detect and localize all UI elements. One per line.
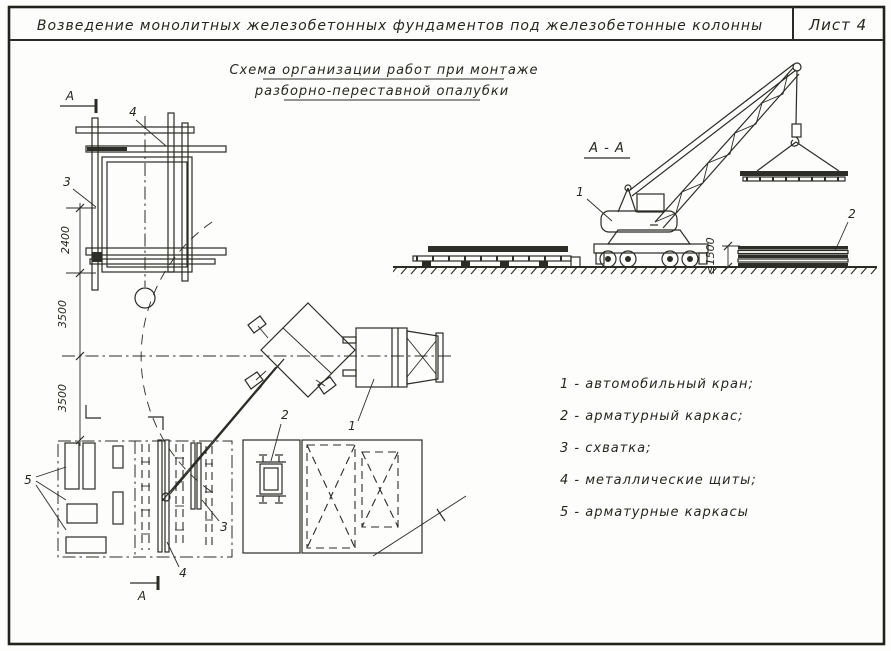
truck-body bbox=[356, 328, 407, 387]
wheel-hub bbox=[687, 256, 693, 262]
platform-detail bbox=[283, 328, 332, 374]
stack-layer bbox=[738, 246, 848, 250]
lifted-panel-top bbox=[740, 171, 848, 176]
cage-inner bbox=[264, 468, 278, 490]
stack-layer bbox=[738, 259, 848, 262]
cage-stack-right bbox=[704, 207, 856, 275]
boom-chord-b bbox=[162, 367, 276, 501]
panel-stack-left bbox=[413, 246, 571, 264]
crane-cab bbox=[637, 194, 664, 212]
stack-layer bbox=[738, 255, 848, 259]
cab-diagonal-2 bbox=[407, 341, 436, 377]
section-mark-top-label: А bbox=[65, 89, 75, 103]
dim-3500-upper: 3500 bbox=[56, 300, 69, 328]
rebar-cage bbox=[113, 446, 123, 468]
callout-shields: 4 bbox=[129, 105, 137, 119]
sheet-number: Лист 4 bbox=[808, 16, 868, 34]
rebar-cage bbox=[65, 443, 79, 489]
lifted-panel-bottom bbox=[743, 177, 845, 181]
dim-2400: 2400 bbox=[59, 226, 72, 254]
axle-stub-2 bbox=[343, 370, 356, 376]
callout-storage-cages: 5 bbox=[24, 473, 32, 487]
callout-crane-section-leader bbox=[587, 199, 612, 221]
stack-layer bbox=[738, 263, 848, 267]
boom-tip-sheave bbox=[793, 63, 801, 71]
mast-leg-2 bbox=[628, 188, 636, 212]
legend-item-2: 2 - арматурный каркас; bbox=[560, 409, 744, 424]
formwork-opening-inner bbox=[107, 162, 187, 267]
rebar-cage bbox=[113, 492, 123, 524]
rebar-cage-symbol bbox=[256, 455, 286, 503]
stack-bottom-slab bbox=[413, 256, 571, 261]
strip-solid bbox=[158, 440, 162, 552]
subtitle-line-1: Схема организации работ при монтаже bbox=[229, 63, 539, 78]
shield-bar-2-dark bbox=[87, 147, 127, 151]
dim-3500-lower: 3500 bbox=[56, 384, 69, 412]
section-view-title: А - А bbox=[589, 141, 625, 156]
truck-front bbox=[436, 333, 443, 382]
callout-panels-shields-leader bbox=[167, 542, 179, 567]
formwork-plan bbox=[56, 89, 452, 492]
callout-storage-leader-2 bbox=[36, 481, 66, 500]
legend-item-3: 3 - схватка; bbox=[560, 441, 652, 456]
legend-item-1: 1 - автомобильный кран; bbox=[560, 377, 754, 392]
sling-right bbox=[796, 142, 839, 171]
callout-storage-leader-3 bbox=[36, 485, 66, 530]
callout-storage-leader-1 bbox=[36, 467, 66, 477]
subtitle-line-2: разборно-переставной опалубки bbox=[254, 84, 510, 99]
legend-item-5: 5 - арматурные каркасы bbox=[560, 505, 749, 520]
shield-bar-top bbox=[76, 127, 194, 133]
strip-solid bbox=[197, 443, 201, 509]
panel-strips bbox=[141, 440, 213, 552]
callout-panels-shields: 4 bbox=[179, 566, 187, 580]
callout-cage-plan: 2 bbox=[281, 408, 289, 422]
outrigger-pad-1 bbox=[248, 316, 266, 333]
ground-hatch bbox=[393, 268, 877, 277]
dim-stack-height: ≤1500 bbox=[704, 237, 717, 275]
shield-bar-bottom-2 bbox=[90, 259, 215, 264]
drawing-title: Возведение монолитных железобетонных фундаментов под железобетонные колонны bbox=[36, 18, 764, 34]
hook-block bbox=[792, 124, 801, 137]
callout-panels-skhvatka-leader bbox=[202, 500, 219, 521]
sling-left bbox=[757, 142, 796, 171]
callout-crane-section: 1 bbox=[576, 185, 584, 199]
legend-item-4: 4 - металлические щиты; bbox=[560, 473, 757, 488]
rebar-cage bbox=[67, 504, 97, 523]
column-position-circle bbox=[135, 288, 155, 308]
hoist-rope bbox=[796, 71, 797, 124]
rebar-cage bbox=[66, 537, 106, 553]
callout-panels-skhvatka: 3 bbox=[220, 520, 228, 534]
legend bbox=[560, 377, 757, 520]
boom-chord-top bbox=[655, 68, 793, 222]
wheel-hub bbox=[605, 256, 611, 262]
section-mark-bottom-label: А bbox=[137, 589, 147, 603]
callout-skhvatka: 3 bbox=[63, 175, 71, 189]
outrigger-arm-1 bbox=[258, 326, 268, 338]
outrigger-pad-3 bbox=[318, 377, 336, 394]
foundation-pits bbox=[243, 440, 466, 556]
strip-solid bbox=[191, 443, 195, 509]
jack-pad bbox=[571, 257, 580, 267]
callout-cage-stack: 2 bbox=[848, 207, 856, 221]
clamp-block bbox=[92, 252, 102, 262]
mast-leg-1 bbox=[618, 188, 628, 212]
wheel-hub bbox=[625, 256, 631, 262]
callout-crane-plan-leader bbox=[358, 379, 374, 421]
stack-layer bbox=[738, 251, 848, 254]
callout-crane-plan: 1 bbox=[348, 419, 356, 433]
corner-mark-1 bbox=[86, 405, 101, 418]
wheel-hub bbox=[667, 256, 673, 262]
rebar-cage bbox=[83, 443, 95, 489]
storage-area bbox=[24, 440, 232, 603]
section-crane bbox=[571, 63, 848, 267]
drawing-subtitle bbox=[229, 63, 538, 100]
crane-platform bbox=[261, 303, 355, 397]
crane-counterweight-body bbox=[601, 211, 677, 232]
stack-top-slab bbox=[428, 246, 568, 252]
